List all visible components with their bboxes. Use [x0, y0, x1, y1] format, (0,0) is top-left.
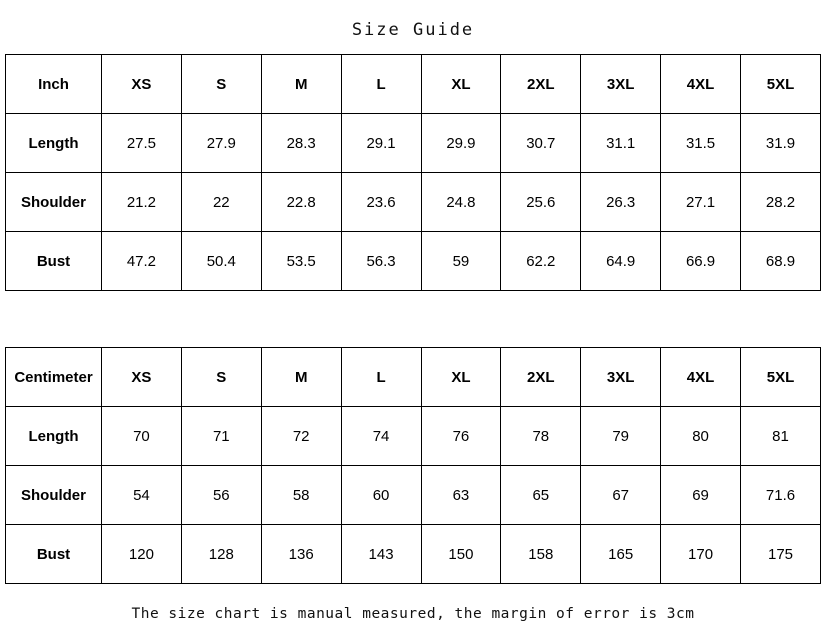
row-label: Length — [6, 407, 102, 466]
table-cell: 72 — [261, 407, 341, 466]
table-header-row — [6, 55, 821, 114]
table-gap — [5, 291, 821, 347]
table-cell: 27.5 — [102, 114, 182, 173]
table-cell: 74 — [341, 407, 421, 466]
table-cell: 24.8 — [421, 173, 501, 232]
table-cell: 170 — [661, 525, 741, 584]
table-row — [6, 466, 821, 525]
table-cell: 65 — [501, 466, 581, 525]
column-header: 2XL — [501, 55, 581, 114]
column-header: XL — [421, 348, 501, 407]
table-cell: 56.3 — [341, 232, 421, 291]
column-header: S — [181, 348, 261, 407]
table-cell: 71.6 — [741, 466, 821, 525]
table-cell: 63 — [421, 466, 501, 525]
table-cell: 31.1 — [581, 114, 661, 173]
table-header-row — [6, 348, 821, 407]
table-cell: 31.9 — [741, 114, 821, 173]
table-cell: 136 — [261, 525, 341, 584]
column-header: 4XL — [661, 348, 741, 407]
column-header: 2XL — [501, 348, 581, 407]
table-cell: 27.1 — [661, 173, 741, 232]
column-header: 3XL — [581, 348, 661, 407]
table-cell: 60 — [341, 466, 421, 525]
size-table-centimeter — [5, 347, 821, 584]
table-cell: 158 — [501, 525, 581, 584]
table-cell: 28.3 — [261, 114, 341, 173]
column-header: 3XL — [581, 55, 661, 114]
table-cell: 165 — [581, 525, 661, 584]
table-cell: 67 — [581, 466, 661, 525]
column-header: XL — [421, 55, 501, 114]
table-cell: 76 — [421, 407, 501, 466]
table-cell: 71 — [181, 407, 261, 466]
table-row — [6, 173, 821, 232]
table-cell: 29.1 — [341, 114, 421, 173]
column-header: L — [341, 348, 421, 407]
table-cell: 23.6 — [341, 173, 421, 232]
table-cell: 81 — [741, 407, 821, 466]
table-cell: 53.5 — [261, 232, 341, 291]
row-label: Shoulder — [6, 173, 102, 232]
table-cell: 66.9 — [661, 232, 741, 291]
table-cell: 78 — [501, 407, 581, 466]
table-cell: 54 — [102, 466, 182, 525]
table-cell: 68.9 — [741, 232, 821, 291]
table-cell: 22.8 — [261, 173, 341, 232]
measurement-note: The size chart is manual measured, the margin of error is 3cm — [131, 606, 695, 622]
table-cell: 62.2 — [501, 232, 581, 291]
table-cell: 79 — [581, 407, 661, 466]
table-cell: 50.4 — [181, 232, 261, 291]
column-header: 5XL — [741, 348, 821, 407]
row-label: Bust — [6, 232, 102, 291]
size-table-inch — [5, 54, 821, 291]
table-cell: 143 — [341, 525, 421, 584]
table-cell: 150 — [421, 525, 501, 584]
table-cell: 64.9 — [581, 232, 661, 291]
unit-label-centimeter: Centimeter — [6, 348, 102, 407]
table-row — [6, 232, 821, 291]
column-header: 5XL — [741, 55, 821, 114]
column-header: 4XL — [661, 55, 741, 114]
table-cell: 29.9 — [421, 114, 501, 173]
table-row — [6, 114, 821, 173]
column-header: XS — [102, 55, 182, 114]
table-cell: 80 — [661, 407, 741, 466]
table-cell: 31.5 — [661, 114, 741, 173]
table-cell: 28.2 — [741, 173, 821, 232]
table-cell: 22 — [181, 173, 261, 232]
table-cell: 175 — [741, 525, 821, 584]
column-header: M — [261, 348, 341, 407]
row-label: Shoulder — [6, 466, 102, 525]
table-cell: 47.2 — [102, 232, 182, 291]
column-header: XS — [102, 348, 182, 407]
table-row — [6, 407, 821, 466]
unit-label-inch: Inch — [6, 55, 102, 114]
table-cell: 27.9 — [181, 114, 261, 173]
table-cell: 21.2 — [102, 173, 182, 232]
row-label: Bust — [6, 525, 102, 584]
table-cell: 70 — [102, 407, 182, 466]
table-cell: 128 — [181, 525, 261, 584]
column-header: S — [181, 55, 261, 114]
table-cell: 69 — [661, 466, 741, 525]
table-cell: 56 — [181, 466, 261, 525]
page-title: Size Guide — [351, 20, 475, 40]
table-row — [6, 525, 821, 584]
column-header: L — [341, 55, 421, 114]
table-cell: 25.6 — [501, 173, 581, 232]
table-cell: 26.3 — [581, 173, 661, 232]
table-cell: 58 — [261, 466, 341, 525]
table-cell: 120 — [102, 525, 182, 584]
table-cell: 30.7 — [501, 114, 581, 173]
row-label: Length — [6, 114, 102, 173]
column-header: M — [261, 55, 341, 114]
table-cell: 59 — [421, 232, 501, 291]
